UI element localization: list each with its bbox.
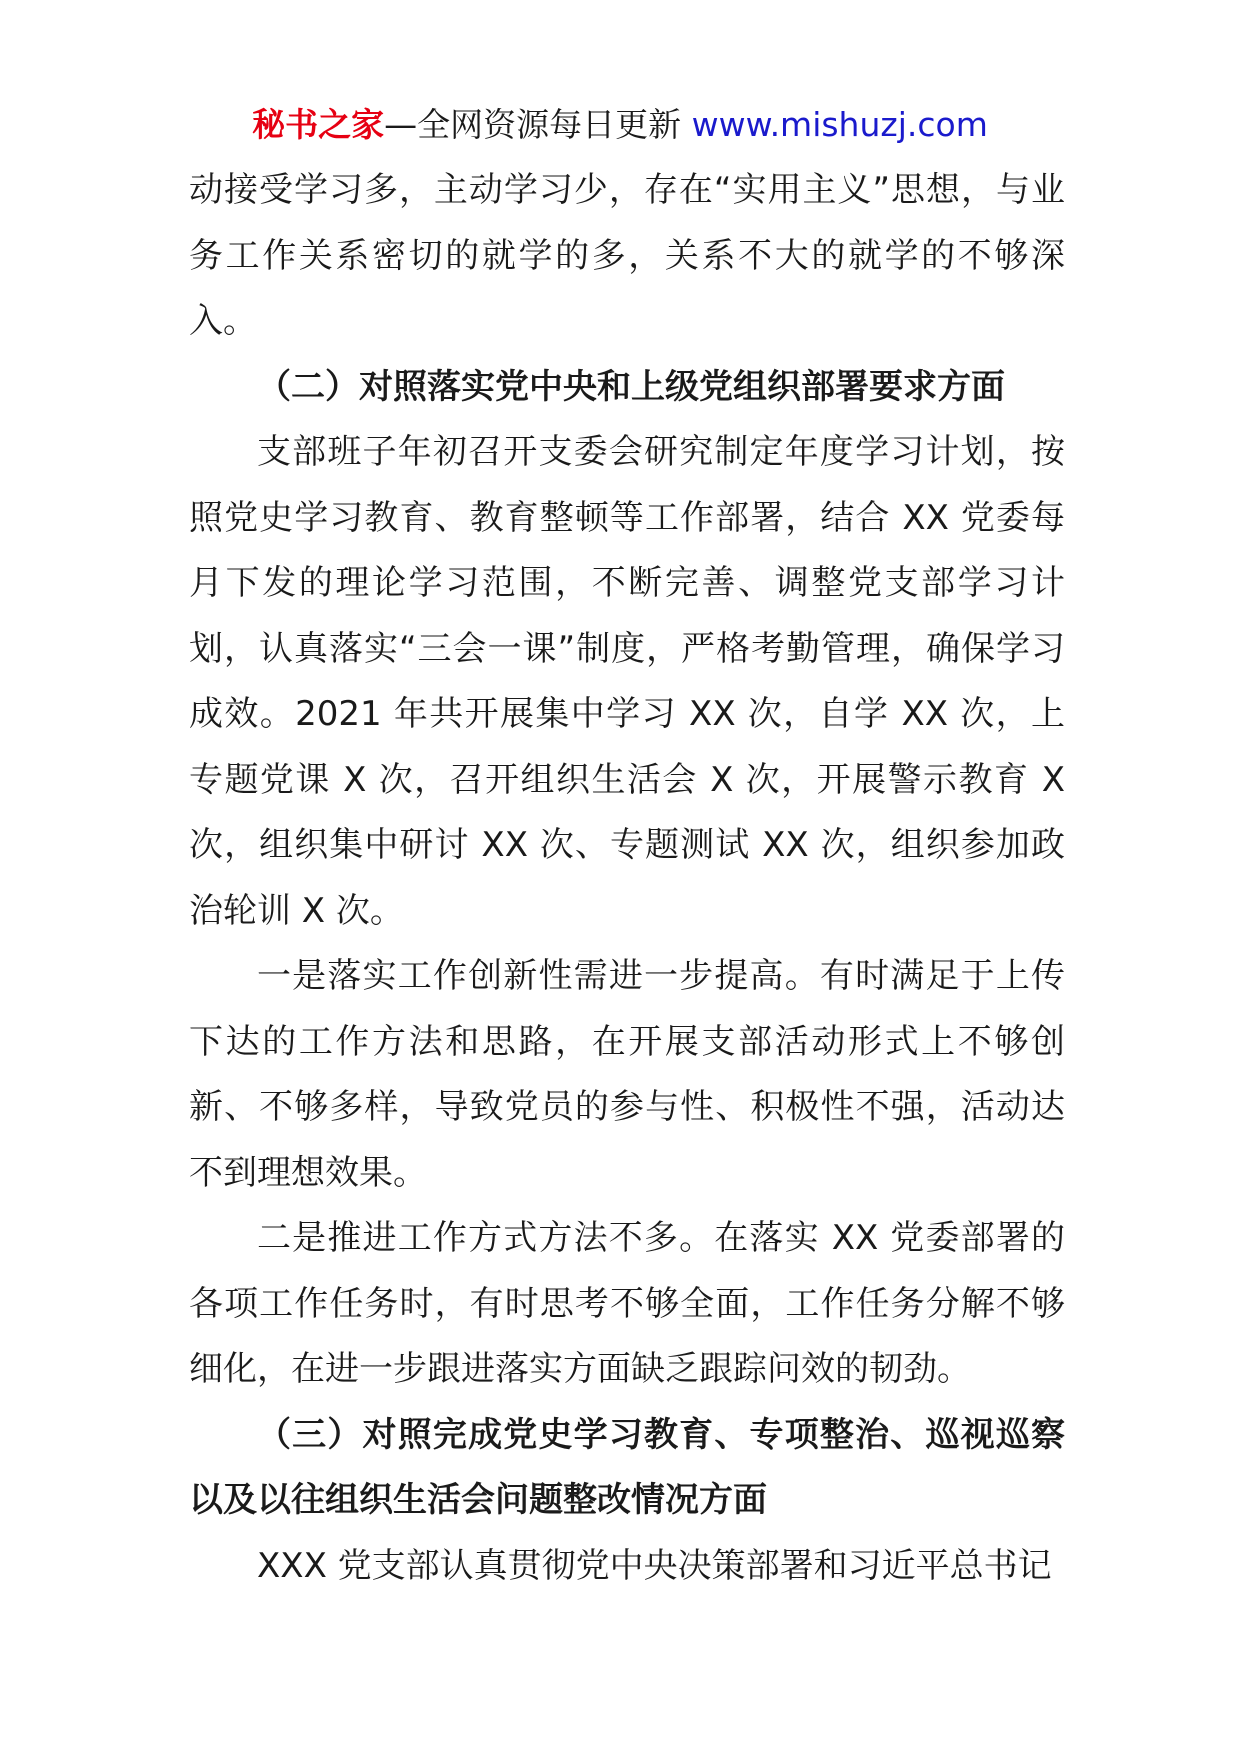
page-header: [0, 100, 1240, 150]
paragraph-rectification: XXX 党支部认真贯彻党中央决策部署和习近平总书记: [257, 1545, 1052, 1586]
paragraph-methods: 二是推进工作方式方法不多。在落实 XX 党委部署的各项工作任务时，有时思考不够全面，工作任务分解不够细化，在进一步跟进落实方面缺乏跟踪问效的韧劲。: [189, 1218, 1065, 1389]
paragraph-study-plan: 支部班子年初召开支委会研究制定年度学习计划，按照党史学习教育、教育整顿等工作部署，结合 XX 党委每月下发的理论学习范围，不断完善、调整党支部学习计划，认真落实“三会一课”制度，严格考勤管理，确保学习成效。2021 年共开展集中学习 XX 次，自学 XX 次，上专题党课 X 次，召开组织生活会 X 次，开展警示教育 X 次，组织集中研讨 XX 次、专题测试 XX 次，组织参加政治轮训 X 次。: [189, 432, 1065, 931]
section-heading-2: （二）对照落实党中央和上级党组织部署要求方面: [257, 366, 1005, 407]
document-body: [189, 158, 1065, 1599]
paragraph-continuation: 动接受学习多，主动学习少，存在“实用主义”思想，与业务工作关系密切的就学的多，关系不大的就学的不够深入。: [189, 170, 1065, 341]
header-brand: 秘书之家: [252, 105, 385, 144]
header-tagline: —全网资源每日更新: [384, 105, 682, 144]
header-site-url[interactable]: www.mishuzj.com: [691, 105, 988, 144]
section-heading-3: （三）对照完成党史学习教育、专项整治、巡视巡察以及以往组织生活会问题整改情况方面: [189, 1414, 1065, 1520]
paragraph-innovation: 一是落实工作创新性需进一步提高。有时满足于上传下达的工作方法和思路，在开展支部活动形式上不够创新、不够多样，导致党员的参与性、积极性不强，活动达不到理想效果。: [189, 956, 1065, 1193]
